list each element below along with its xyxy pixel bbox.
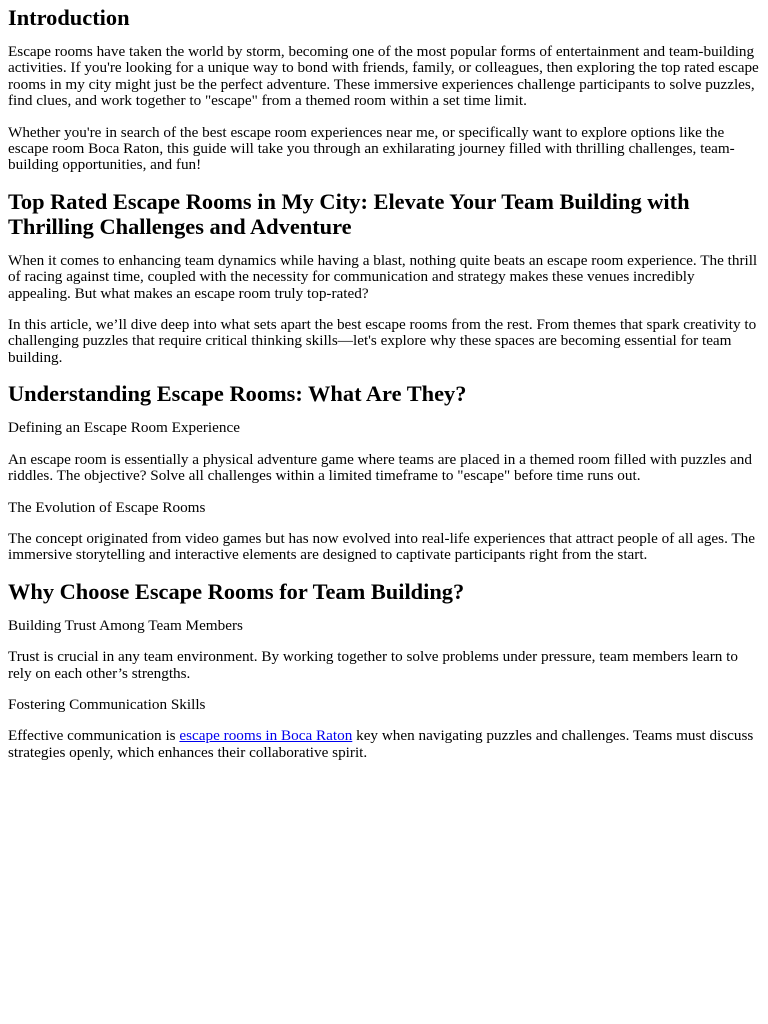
understanding-paragraph-2: The concept originated from video games but has now evolved into real-life experiences that attract people of all ages. The immersive storytelling and interactive elements are designed to captivate participants right from the start.: [8, 529, 755, 564]
intro-paragraph-2: Whether you're in search of the best escape room experiences near me, or specifically want to explore options like the escape room Boca Raton, this guide will take you through an exhilarating journey filled with thrilling challenges, team-building opportunities, and fun!: [8, 123, 735, 174]
why-paragraph-1: Trust is crucial in any team environment. By working together to solve problems under pressure, team members learn to rely on each other’s strengths.: [8, 648, 738, 682]
heading-why-choose: Why Choose Escape Rooms for Team Building?: [8, 578, 465, 604]
why-paragraph-2-before: Effective communication is: [8, 727, 180, 745]
subheading-building-trust: Building Trust Among Team Members: [8, 616, 243, 634]
why-paragraph-2-after: key when navigating puzzles and challenges. Teams must discuss strategies openly, which enhances their collaborative spirit.: [8, 727, 754, 761]
article: [8, 5, 760, 761]
understanding-paragraph-1: An escape room is essentially a physical adventure game where teams are placed in a themed room filled with puzzles and riddles. The objective? Solve all challenges within a limited timeframe to "escape" before time runs out.: [8, 450, 752, 485]
intro-paragraph-1: Escape rooms have taken the world by storm, becoming one of the most popular forms of entertainment and team-building activities. If you're looking for a unique way to bond with friends, family, or colleagues, then exploring the top rated escape rooms in my city might just be the perfect adventure. These immersive experiences challenge participants to solve puzzles, find clues, and work together to "escape" from a themed room within a set time limit.: [8, 43, 759, 110]
why-paragraph-2: [8, 728, 760, 761]
heading-understanding: Understanding Escape Rooms: What Are They?: [8, 381, 467, 407]
subheading-defining: Defining an Escape Room Experience: [8, 419, 240, 437]
heading-top-rated: Top Rated Escape Rooms in My City: Elevate Your Team Building with Thrilling Challenges and Adventure: [8, 188, 690, 239]
escape-rooms-boca-raton-link[interactable]: escape rooms in Boca Raton: [179, 727, 353, 745]
top-rated-paragraph-2: In this article, we’ll dive deep into what sets apart the best escape rooms from the rest. From themes that spark creativity to challenging puzzles that require critical thinking skills—let's explore why these spaces are becoming essential for team building.: [8, 316, 757, 366]
subheading-communication: Fostering Communication Skills: [8, 695, 206, 713]
heading-introduction: Introduction: [8, 5, 130, 30]
subheading-evolution: The Evolution of Escape Rooms: [8, 498, 206, 516]
top-rated-paragraph-1: When it comes to enhancing team dynamics while having a blast, nothing quite beats an escape room experience. The thrill of racing against time, coupled with the necessity for communication and strategy makes these venues incredibly appealing. But what makes an escape room truly top-rated?: [8, 251, 758, 302]
